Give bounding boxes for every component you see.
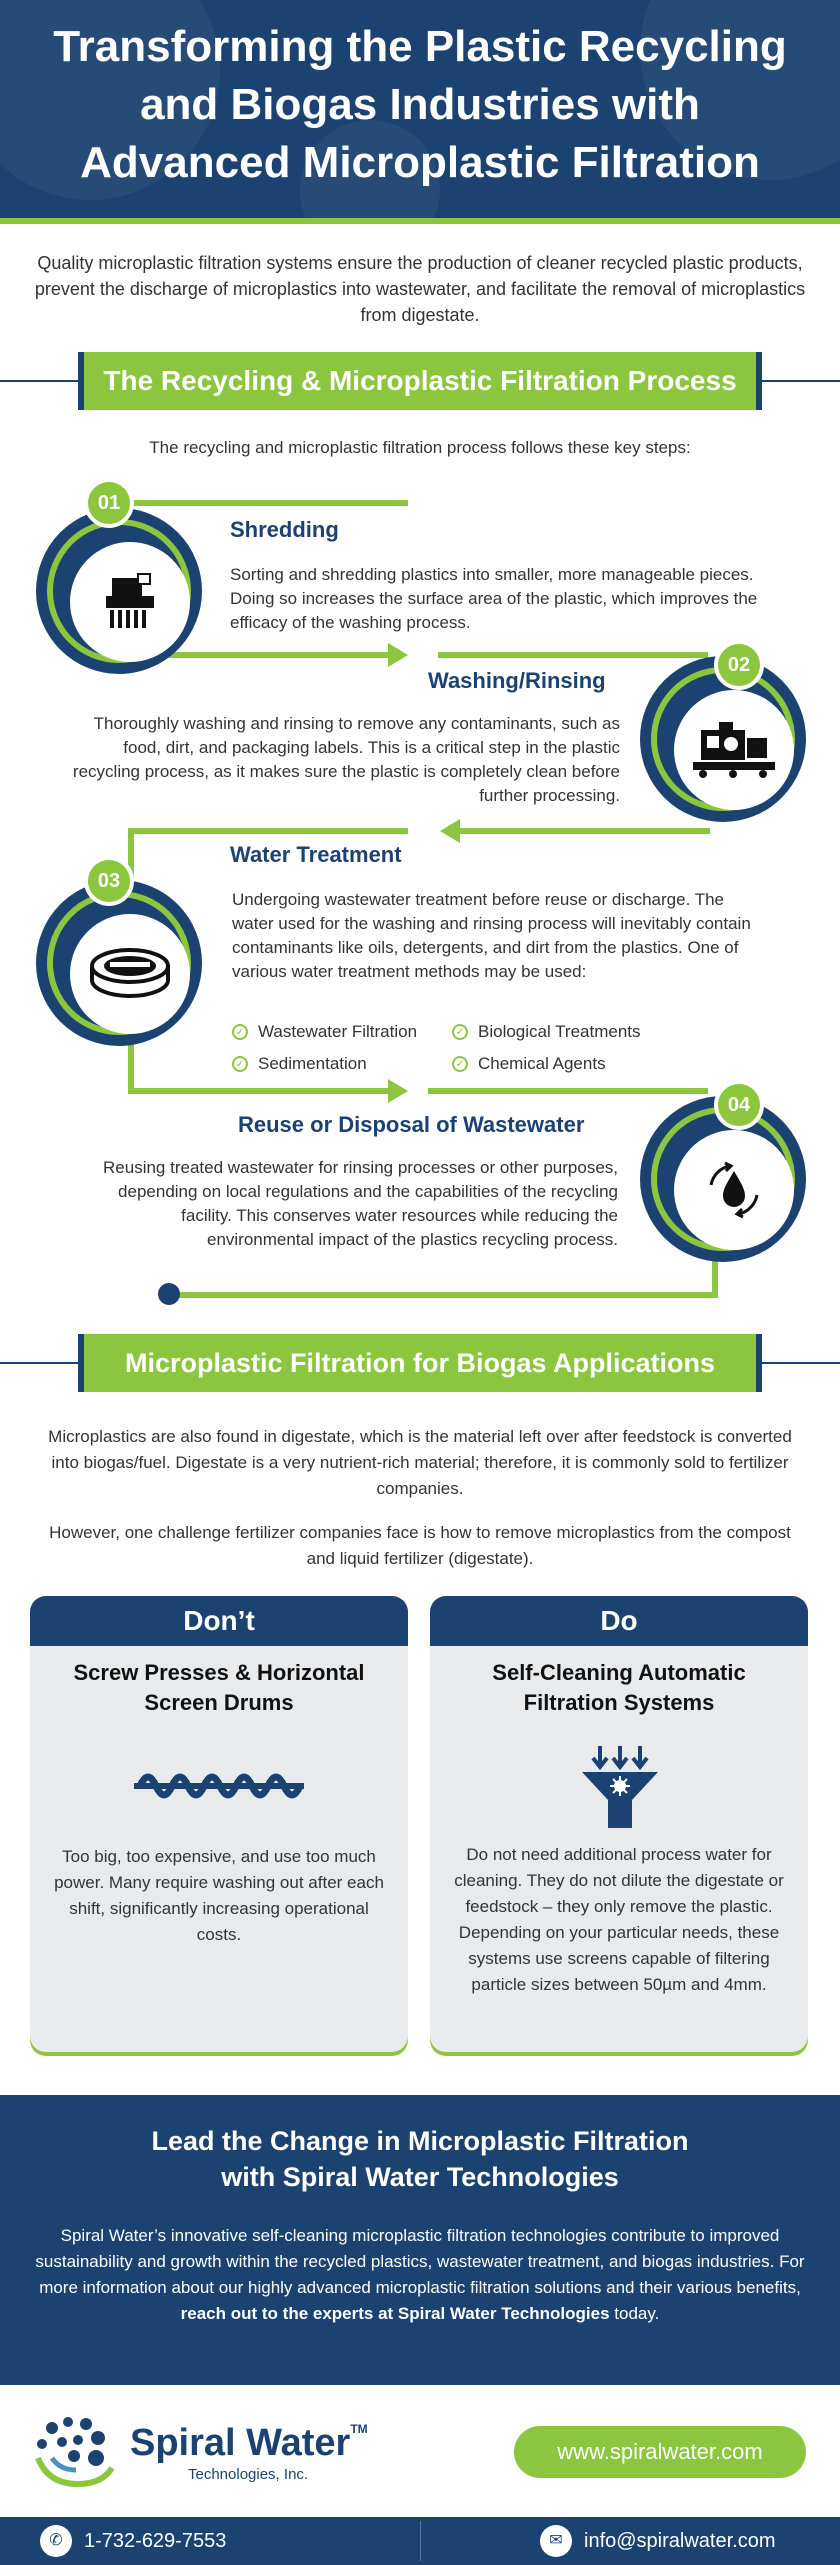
do-header: Do — [430, 1596, 808, 1646]
do-text: Do not need additional process water for cleaning. They do not dilute the digestate or feedstock – they only remove the plastic. Depending on your particular needs, these systems use screens capable of filtering particle sizes between 50µm and 4mm. — [454, 1845, 784, 1994]
path-line — [128, 828, 408, 834]
banner-line — [762, 1362, 840, 1364]
path-line — [170, 1292, 718, 1298]
funnel-filter-icon — [580, 1742, 660, 1834]
step-title: Washing/Rinsing — [428, 668, 606, 693]
step-number-badge: 01 — [84, 478, 134, 528]
phone-contact[interactable]: ✆ 1-732-629-7553 — [40, 2517, 226, 2565]
arrow-right-icon — [388, 643, 408, 667]
dont-title: Screw Presses & Horizontal Screen Drums — [73, 1660, 365, 1715]
process-subtitle: The recycling and microplastic filtration process follows these key steps: — [149, 438, 691, 457]
hero-header — [0, 0, 840, 218]
step-text: Reusing treated wastewater for rinsing processes or other purposes, depending on local regulations and the capabilities of the recycling facility. This conserves water resources while reducing the environmental impact of the plastics recycling process. — [103, 1158, 618, 1249]
spiral-water-logo-icon — [34, 2414, 120, 2490]
banner-line — [762, 380, 840, 382]
path-line — [130, 500, 408, 506]
dont-header: Don’t — [30, 1596, 408, 1646]
path-end-dot — [158, 1283, 180, 1305]
step-title: Water Treatment — [230, 842, 402, 867]
step-number-badge: 03 — [84, 856, 134, 906]
hero-stripe — [0, 218, 840, 224]
shredder-icon — [98, 570, 162, 634]
step-number-badge: 02 — [714, 640, 764, 690]
method-item: ✓ Biological Treatments — [452, 1022, 672, 1042]
banner-line — [0, 1362, 78, 1364]
check-icon: ✓ — [232, 1024, 248, 1040]
website-button[interactable]: www.spiralwater.com — [514, 2426, 806, 2478]
step-title: Shredding — [230, 517, 339, 542]
do-title: Self-Cleaning Automatic Filtration Systems — [492, 1660, 746, 1715]
logo-subtitle: Technologies, Inc. — [188, 2466, 309, 2483]
path-line — [428, 1088, 708, 1094]
step-title: Reuse or Disposal of Wastewater — [238, 1112, 585, 1137]
biogas-paragraph: Microplastics are also found in digestate, which is the material left over after feedstock is converted into biogas/fuel. Digestate is a very nutrient-rich material; therefore, it is commonly sold to fertilizer companies. — [48, 1427, 792, 1498]
treatment-methods-list — [232, 1022, 672, 1074]
cta-section — [0, 2095, 840, 2385]
check-icon: ✓ — [452, 1024, 468, 1040]
contact-divider — [420, 2521, 421, 2561]
path-line — [128, 1088, 390, 1094]
method-item: ✓ Wastewater Filtration — [232, 1022, 452, 1042]
banner-line — [0, 380, 78, 382]
intro-text: Quality microplastic filtration systems ensure the production of cleaner recycled plastic products, prevent the discharge of microplastics into wastewater, and facilitate the removal of microplastics from digestate. — [34, 253, 806, 325]
washing-machine-icon — [691, 718, 777, 782]
check-icon: ✓ — [232, 1056, 248, 1072]
page-title: Transforming the Plastic Recycling and Biogas Industries with Advanced Microplastic Filtration — [53, 22, 787, 187]
cta-bold-link[interactable]: reach out to the experts at Spiral Water Technologies — [180, 2304, 610, 2323]
screw-icon — [134, 1766, 304, 1806]
process-banner: The Recycling & Microplastic Filtration Process — [78, 352, 762, 410]
phone-icon: ✆ — [40, 2525, 72, 2557]
biogas-banner: Microplastic Filtration for Biogas Applications — [78, 1334, 762, 1392]
method-item: ✓ Sedimentation — [232, 1054, 452, 1074]
step-number-badge: 04 — [714, 1080, 764, 1130]
do-card — [430, 1596, 808, 2052]
recycle-water-drop-icon — [699, 1155, 769, 1225]
path-line — [438, 652, 708, 658]
step-1-circle — [36, 508, 202, 674]
email-contact[interactable]: ✉ info@spiralwater.com — [540, 2517, 775, 2565]
cta-text: Spiral Water’s innovative self-cleaning microplastic filtration technologies contribute to improved sustainability and growth within the recycled plastics, wastewater treatment, and biogas industries. For more information about our highly advanced microplastic filtration solutions and their various benefits, reach out to the experts at Spiral Water Technologies today. — [35, 2226, 805, 2323]
cta-title: Lead the Change in Microplastic Filtration with Spiral Water Technologies — [151, 2126, 689, 2192]
water-tank-icon — [88, 944, 172, 1004]
method-item: ✓ Chemical Agents — [452, 1054, 672, 1074]
path-line — [460, 828, 710, 834]
dont-card — [30, 1596, 408, 2052]
dont-text: Too big, too expensive, and use too much power. Many require washing out after each shift, significantly increasing operational costs. — [54, 1847, 384, 1944]
logo-name: Spiral Water™ — [130, 2422, 368, 2464]
step-3-circle — [36, 880, 202, 1046]
biogas-paragraph: However, one challenge fertilizer companies face is how to remove microplastics from the compost and liquid fertilizer (digestate). — [49, 1523, 791, 1568]
arrow-left-icon — [440, 819, 460, 843]
step-text: Sorting and shredding plastics into smaller, more manageable pieces. Doing so increases the surface area of the plastic, which improves the efficacy of the washing process. — [230, 565, 758, 632]
arrow-right-icon — [388, 1079, 408, 1103]
check-icon: ✓ — [452, 1056, 468, 1072]
mail-icon: ✉ — [540, 2525, 572, 2557]
step-text: Thoroughly washing and rinsing to remove any contaminants, such as food, dirt, and packaging labels. This is a critical step in the plastic recycling process, as it makes sure the plastic is completely clean before further processing. — [72, 714, 620, 805]
step-text: Undergoing wastewater treatment before reuse or discharge. The water used for the washing and rinsing process will inevitably contain contaminants like oils, detergents, and dirt from the plastics. One of various water treatment methods may be used: — [232, 890, 751, 981]
